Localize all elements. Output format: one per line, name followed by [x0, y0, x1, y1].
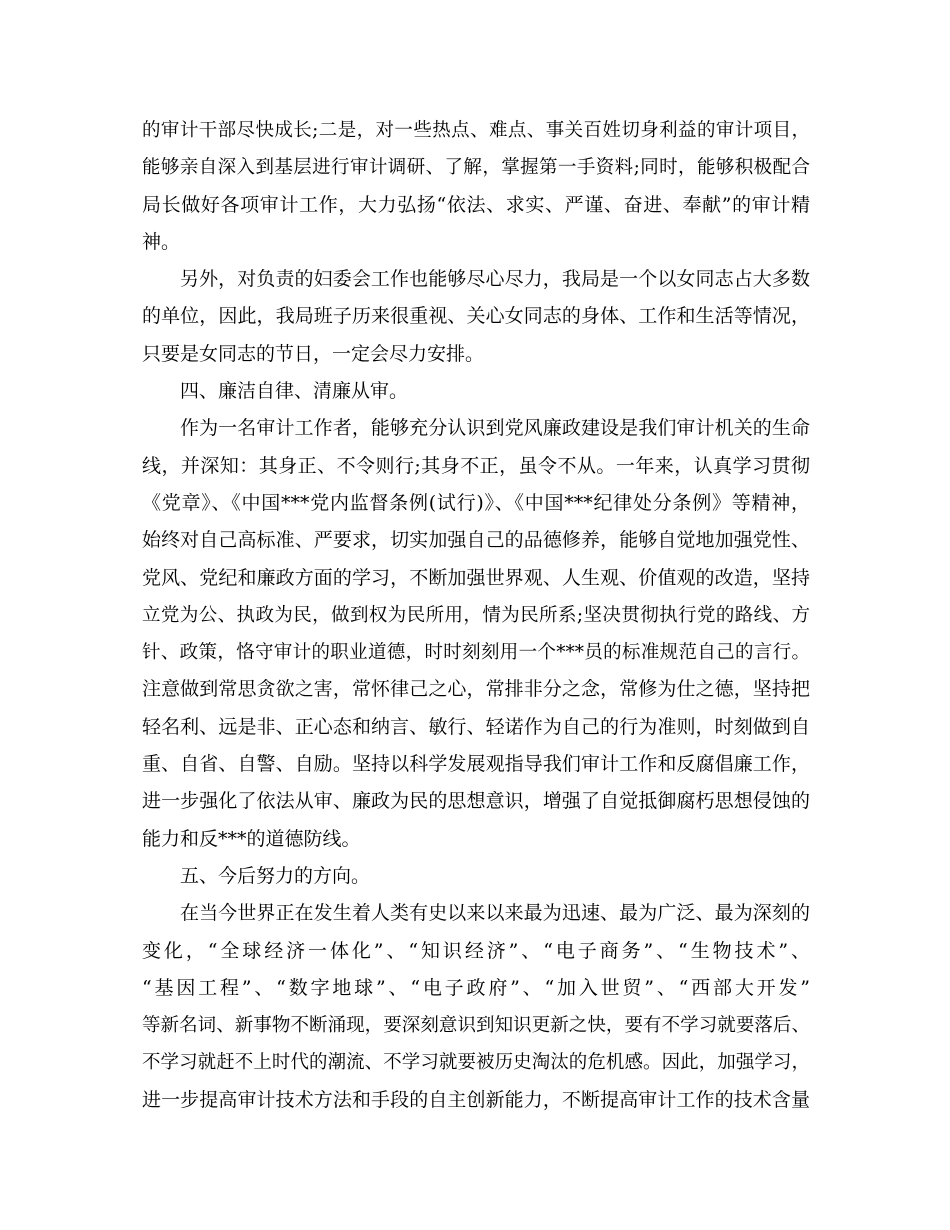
text-line: 立党为公、执政为民，做到权为民所用，情为民所系;坚决贯彻执行党的路线、方 — [142, 604, 810, 626]
text-line: 只要是女同志的节日，一定会尽力安排。 — [142, 342, 485, 365]
text-line: 能力和反***的道德防线。 — [142, 827, 361, 850]
text-line: 变化，“全球经济一体化”、“知识经济”、“电子商务”、“生物技术”、 — [142, 939, 810, 962]
text-line: 的审计干部尽快成长;二是，对一些热点、难点、事关百姓切身利益的审计项目， — [142, 120, 810, 141]
text-line: 进一步强化了依法从审、廉政为民的思想意识，增强了自觉抵御腐朽思想侵蚀的 — [142, 790, 810, 813]
text-line: 能够亲自深入到基层进行审计调研、了解，掌握第一手资料;同时，能够积极配合 — [142, 157, 810, 179]
text-line: 四、廉洁自律、清廉从审。 — [180, 380, 409, 403]
text-line: 《党章》、《中国***党内监督条例(试行)》、《中国***纪律处分条例》等精神， — [142, 491, 810, 514]
text-line: 五、今后努力的方向。 — [180, 864, 371, 887]
text-line: 等新名词、新事物不断涌现，要深刻意识到知识更新之快，要有不学习就要落后、 — [142, 1015, 810, 1037]
text-line: 进一步提高审计技术方法和手段的自主创新能力，不断提高审计工作的技术含量 — [142, 1088, 810, 1111]
text-line: “基因工程”、“数字地球”、“电子政府”、“加入世贸”、“西部大开发” — [142, 976, 810, 999]
text-line: 轻名利、远是非、正心态和纳言、敏行、轻诺作为自己的行为准则，时刻做到自 — [142, 715, 810, 738]
text-line: 神。 — [142, 230, 181, 253]
text-line: 不学习就赶不上时代的潮流、不学习就要被历史淘汰的危机感。因此，加强学习， — [142, 1052, 810, 1074]
text-line: 注意做到常思贪欲之害，常怀律己之心，常排非分之念，常修为仕之德，坚持把 — [142, 678, 810, 701]
text-line: 局长做好各项审计工作，大力弘扬“依法、求实、严谨、奋进、奉献”的审计精 — [142, 193, 810, 216]
text-line: 另外，对负责的妇委会工作也能够尽心尽力，我局是一个以女同志占大多数 — [180, 268, 810, 291]
text-line: 党风、党纪和廉政方面的学习，不断加强世界观、人生观、价值观的改造，坚持 — [142, 566, 810, 589]
document-body — [142, 112, 810, 1119]
text-line: 始终对自己高标准、严要求，切实加强自己的品德修养，能够自觉地加强党性、 — [142, 529, 810, 552]
text-line: 作为一名审计工作者，能够充分认识到党风廉政建设是我们审计机关的生命 — [180, 417, 810, 440]
text-line: 在当今世界正在发生着人类有史以来以来最为迅速、最为广泛、最为深刻的 — [180, 902, 810, 925]
text-line: 线，并深知：其身正、不令则行;其身不正，虽令不从。一年来，认真学习贯彻 — [142, 454, 810, 477]
text-line: 重、自省、自警、自励。坚持以科学发展观指导我们审计工作和反腐倡廉工作， — [142, 753, 810, 776]
text-line: 的单位，因此，我局班子历来很重视、关心女同志的身体、工作和生活等情况， — [142, 305, 810, 328]
text-line: 针、政策，恪守审计的职业道德，时时刻刻用一个***员的标准规范自己的言行。 — [142, 642, 810, 664]
